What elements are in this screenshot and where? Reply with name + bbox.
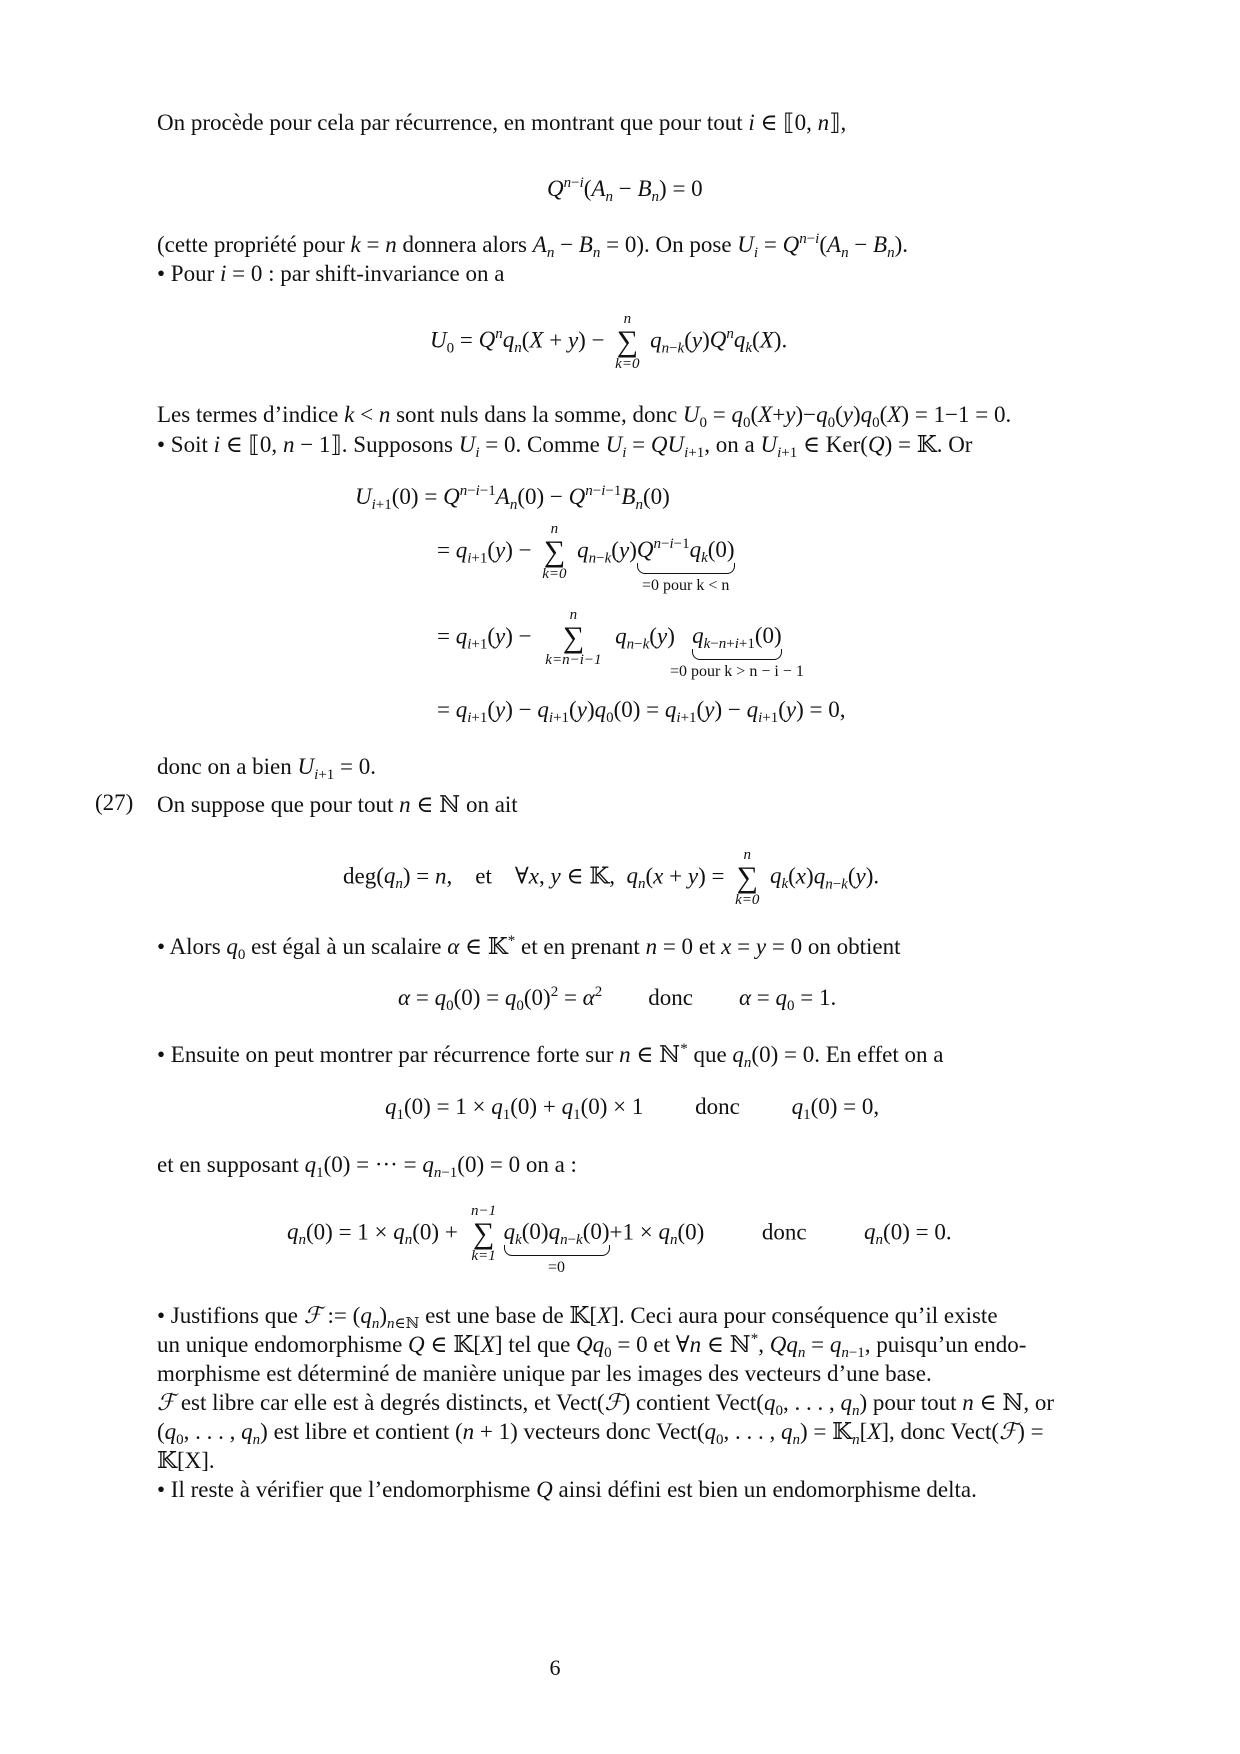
equation: = $q_{i+1}(y) - q_{i+1}(y)q_0(0) = q_{i+1}(y) - q_{i+1}(y) = 0$,	[437, 697, 846, 726]
equation: $q_1(0) = 1 \times q_1(0) + q_1(0) \times 1$ donc $q_1(0) = 0$,	[385, 1094, 880, 1123]
paragraph-line: • Il reste à vérifier que l’endomorphisme Q ainsi défini est bien un endomorphisme delta.	[157, 1477, 977, 1502]
equation: $q_n(0) = 1 \times q_n(0)$ + n−1 ∑ k=1 $q_k(0)q_{n-k}(0)$ =0 $+1 \times q_n(0)$ donc $q_n(0) = 0$.	[287, 1203, 952, 1277]
equation: $Q^{n-i}(A_n - B_n) = 0$	[547, 175, 703, 205]
equation: $\alpha = q_0(0) = q_0(0)^2 = \alpha^2$ donc $\alpha = q_0 = 1$.	[398, 984, 837, 1014]
paragraph-line: et en supposant $q_1(0)$ = ··· = $q_{n-1}(0) = 0$ on a :	[157, 1152, 577, 1181]
equation: $U_{i+1}(0) = Q^{n-i-1}A_n(0) - Q^{n-i-1}B_n(0)$	[355, 483, 670, 513]
paragraph-line: On procède pour cela par récurrence, en montrant que pour tout i ∈ ⟦0, n⟧,	[157, 110, 847, 135]
paragraph-line: • Pour i = 0 : par shift-invariance on a	[157, 261, 505, 286]
equation: = $q_{i+1}(y)$ − n ∑ k=0 $q_{n-k}(y)Q^{n-i-1}q_k(0)$ =0 pour k < n	[437, 521, 735, 595]
item-number: (27)	[95, 790, 134, 815]
paragraph-line: On suppose que pour tout n ∈ ℕ on ait	[157, 792, 518, 817]
underbrace-label: =0 pour k > n − i − 1	[669, 663, 804, 681]
paragraph-line: ($q_0$, . . . , $q_n$) est libre et contient (n + 1) vecteurs donc $Vect(q_0$, . . . , $q_n$) = 𝕂$_n$[X], donc Vect(ℱ) =	[157, 1419, 1044, 1448]
paragraph-line: un unique endomorphisme Q ∈ 𝕂[X] tel que $Qq_0 = 0$ et ∀n ∈ ℕ*, $Qq_n = q_{n-1}$, puisqu’un endo-	[157, 1331, 1027, 1361]
equation: = $q_{i+1}(y)$ − n ∑ k=n−i−1 $q_{n-k}(y)$ $q_{k-n+i+1}(0)$ =0 pour k > n − i − 1	[437, 607, 804, 681]
paragraph-line: donc on a bien $U_{i+1} = 0$.	[157, 754, 377, 783]
page-number: 6	[549, 1655, 561, 1680]
paragraph-line: Les termes d’indice k < n sont nuls dans la somme, donc $U_0 = q_0(X+y)-q_0(y)q_0(X) = 1-1 = 0$.	[157, 402, 1012, 431]
paragraph-line: • Soit i ∈ ⟦0, n − 1⟧. Supposons $U_i = 0$. Comme $U_i = QU_{i+1}$, on a $U_{i+1}$ ∈ Ker(Q) = 𝕂. Or	[157, 432, 973, 461]
paragraph-line: (cette propriété pour k = n donnera alors $A_n - B_n = 0$). On pose $U_i = Q^{n-i}(A_n - B_n)$.	[157, 231, 909, 261]
underbrace-label: =0 pour k < n	[642, 577, 730, 595]
paragraph-line: • Ensuite on peut montrer par récurrence forte sur n ∈ ℕ* que $q_n(0) = 0$. En effet on a	[157, 1041, 944, 1071]
equation: $deg(q_n) = n$, et ∀x, y ∈ 𝕂, $q_n(x + y)$ = n ∑ k=0 $q_k(x)q_{n-k}(y)$.	[343, 847, 880, 908]
paragraph-line: ℱ est libre car elle est à degrés distincts, et Vect(ℱ) contient $Vect(q_0$, . . . , $q_n$) pour tout n ∈ ℕ, or	[157, 1390, 1055, 1419]
paragraph-line: 𝕂[X].	[157, 1448, 215, 1473]
underbrace-label: =0	[548, 1259, 566, 1277]
paragraph-line: • Justifions que ℱ := $(q_n)_{n\in ℕ}$ est une base de 𝕂[X]. Ceci aura pour conséquence qu’il existe	[157, 1303, 998, 1332]
equation: $U_0 = Q^nq_n(X + y)$ − n ∑ k=0 $q_{n-k}(y)Q^nq_k(X)$.	[430, 311, 788, 372]
paragraph-line: • Alors $q_0$ est égal à un scalaire α ∈ 𝕂* et en prenant n = 0 et x = y = 0 on obtient	[157, 933, 901, 963]
paragraph-line: morphisme est déterminé de manière unique par les images des vecteurs d’une base.	[157, 1361, 932, 1386]
